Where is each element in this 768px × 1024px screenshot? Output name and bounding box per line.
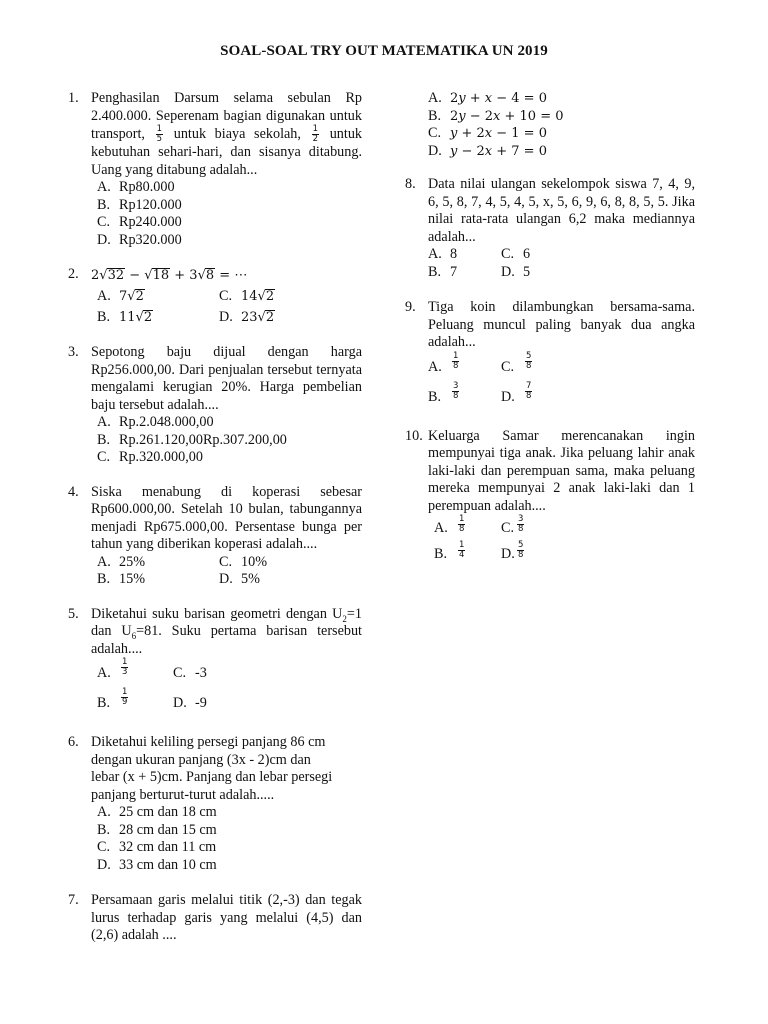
option-d[interactable]: D. $\frac{5}{8}$ — [501, 540, 524, 562]
question-number: 4. — [68, 483, 79, 500]
option-c[interactable]: C. $\frac{3}{8}$ — [501, 514, 524, 536]
option-a[interactable]: A. 7√2 — [97, 288, 144, 304]
option-list — [91, 179, 362, 249]
option-a[interactable]: A. 25 cm dan 18 cm — [97, 804, 217, 820]
question-number: 1. — [68, 90, 79, 106]
question-number: 9. — [405, 299, 416, 315]
option-c[interactable]: C. Rp.320.000,00 — [97, 449, 203, 465]
option-d[interactable]: D. 𝑦 − 2𝑥 + 7 = 0 — [428, 142, 547, 159]
option-d[interactable]: D. 5% — [219, 571, 260, 587]
option-b[interactable]: B. 28 cm dan 15 cm — [97, 821, 217, 838]
option-d[interactable]: D. Rp320.000 — [97, 231, 182, 248]
option-c[interactable]: C. 6 — [501, 246, 531, 262]
option-c[interactable]: C. 14√2 — [219, 288, 275, 304]
left-column — [68, 90, 362, 945]
question-5 — [68, 606, 362, 719]
option-a[interactable]: A. 8 — [428, 246, 458, 262]
option-b[interactable]: B. 11√2 — [97, 309, 153, 325]
option-c[interactable]: C. 𝑦 + 2𝑥 − 1 = 0 — [428, 125, 547, 141]
page-title: SOAL-SOAL TRY OUT MATEMATIKA UN 2019 — [220, 43, 548, 59]
question-8 — [405, 176, 695, 281]
option-d[interactable]: D. -9 — [173, 695, 207, 711]
option-b[interactable]: B. Rp120.000 — [97, 196, 182, 213]
question-number: 2. — [68, 266, 79, 282]
option-a[interactable]: A. 2𝑦 + 𝑥 − 4 = 0 — [428, 90, 547, 106]
question-1 — [68, 90, 362, 249]
right-column — [405, 90, 695, 567]
question-7 — [68, 892, 362, 945]
question-3 — [68, 344, 362, 467]
question-7-options — [405, 90, 695, 160]
question-4 — [68, 484, 362, 589]
question-number: 6. — [68, 734, 79, 750]
question-text: Tiga koin dilambungkan bersama-sama. Peluang muncul paling banyak dua angka adalah... — [428, 299, 695, 350]
question-text: Diketahui keliling persegi panjang 86 cm dengan ukuran panjang (3x - 2)cm dan lebar (x + 5)cm. Panjang dan lebar persegi panjang berturut-turut adalah..... — [91, 734, 333, 803]
option-b[interactable]: B. Rp.261.120,00Rp.307.200,00 — [97, 431, 287, 448]
question-number: 7. — [68, 892, 79, 908]
option-b[interactable]: B. $\frac{1}{9}$ — [97, 687, 128, 711]
question-text: Data nilai ulangan sekelompok siswa 7, 4, 9, 6, 5, 8, 7, 4, 5, 4, 5, x, 5, 6, 9, 6, 8, 8, 5, 5. Jika nilai rata-rata ulangan 6,2 maka mediannya adalah... — [428, 176, 695, 245]
option-b[interactable]: B. $\frac{3}{8}$ — [428, 380, 459, 405]
option-b[interactable]: B. 15% — [97, 571, 146, 587]
question-expression: 2√32 − √18 + 3√8 = ⋯ — [91, 268, 248, 283]
option-list — [91, 414, 362, 467]
option-b[interactable]: B. 7 — [428, 263, 458, 280]
option-a[interactable]: A. $\frac{1}{3}$ — [97, 657, 128, 681]
option-c[interactable]: C. $\frac{5}{8}$ — [501, 350, 532, 375]
question-text: Penghasilan Darsum selama sebulan Rp 2.400.000. Seperenam bagian digunakan untuk transport, $\frac{1}{5}$ untuk biaya sekolah, $\frac{1}{2}$ untuk kebutuhan sehari-hari, dan sisanya ditabung. Uang yang ditabung adalah... — [91, 90, 363, 178]
question-number: 10. — [405, 427, 423, 444]
question-text: Persamaan garis melalui titik (2,-3) dan tegak lurus terhadap garis yang melalui (4,5) dan (2,6) adalah .... — [91, 892, 362, 943]
question-6 — [68, 734, 362, 874]
question-text: Sepotong baju dijual dengan harga Rp256.000,00. Dari penjualan tersebut ternyata mengalami kerugian 20%. Harga pembelian baju tersebut adalah.... — [91, 344, 362, 413]
question-text: Diketahui suku barisan geometri dengan $U_2=1$ dan $U_6=81$. Suku pertama barisan tersebut adalah.... — [91, 605, 362, 657]
option-a[interactable]: A. $\frac{1}{8}$ — [428, 350, 459, 375]
option-a[interactable]: A. Rp.2.048.000,00 — [97, 414, 214, 430]
option-d[interactable]: D. 33 cm dan 10 cm — [97, 856, 217, 873]
question-number: 8. — [405, 176, 416, 192]
option-d[interactable]: D. 5 — [501, 263, 531, 280]
option-b[interactable]: B. $\frac{1}{4}$ — [434, 540, 465, 562]
question-9 — [405, 299, 695, 412]
question-2 — [68, 266, 362, 328]
option-d[interactable]: D. $\frac{7}{8}$ — [501, 380, 532, 405]
question-number: 3. — [68, 344, 79, 360]
question-number: 5. — [68, 605, 79, 622]
option-c[interactable]: C. Rp240.000 — [97, 214, 182, 230]
option-a[interactable]: A. Rp80.000 — [97, 179, 175, 195]
option-c[interactable]: C. 32 cm dan 11 cm — [97, 839, 217, 855]
question-text: Siska menabung di koperasi sebesar Rp600.000,00. Setelah 10 bulan, tabungannya menjadi Rp675.000,00. Persentase bunga per tahun yang diberikan koperasi adalah.... — [91, 483, 362, 552]
option-a[interactable]: A. 25% — [97, 553, 146, 570]
option-a[interactable]: A. $\frac{1}{8}$ — [434, 514, 465, 536]
option-list — [91, 804, 362, 874]
question-text: Keluarga Samar merencanakan ingin mempunyai tiga anak. Jika peluang lahir anak laki-laki dan perempuan sama, maka peluang mereka mempunyai 2 anak laki-laki dan 1 perempuan adalah.... — [428, 427, 695, 514]
fraction: $\frac{1}{5}$ — [156, 124, 163, 144]
option-c[interactable]: C. -3 — [173, 665, 207, 681]
fraction: $\frac{1}{2}$ — [312, 124, 319, 144]
option-c[interactable]: C. 10% — [219, 553, 268, 570]
option-d[interactable]: D. 23√2 — [219, 309, 275, 325]
question-10 — [405, 428, 695, 568]
option-b[interactable]: B. 2𝑦 − 2𝑥 + 10 = 0 — [428, 107, 564, 124]
